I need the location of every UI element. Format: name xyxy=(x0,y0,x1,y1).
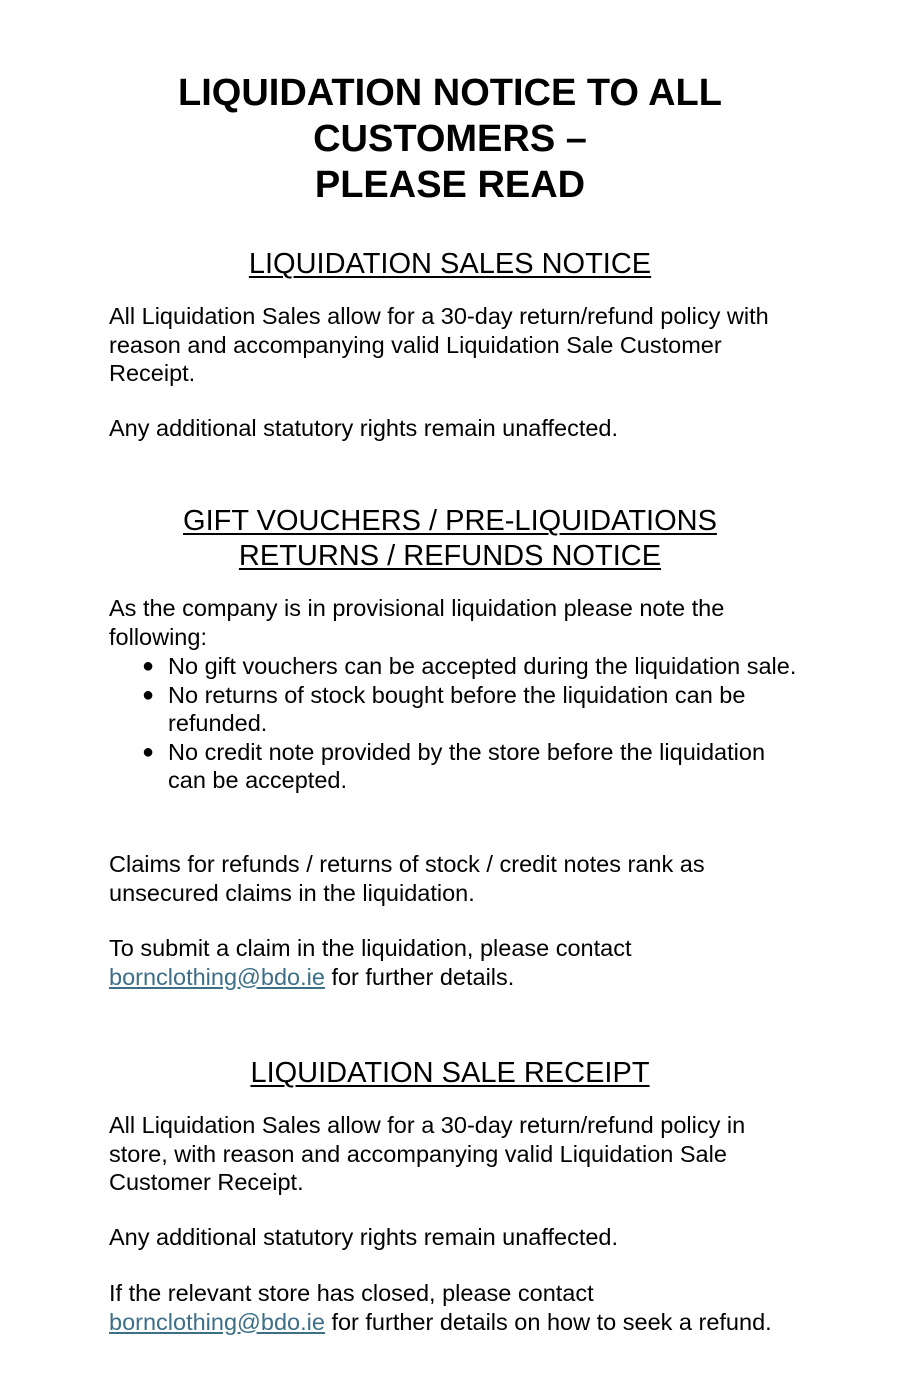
vouchers-notice-heading-line-1: GIFT VOUCHERS / PRE-LIQUIDATIONS xyxy=(183,505,717,537)
vouchers-notice-heading-line-2: RETURNS / REFUNDS NOTICE xyxy=(238,540,662,572)
page-title xyxy=(100,70,800,208)
sale-receipt-contact-prefix: If the relevant store has closed, please contact xyxy=(109,1280,594,1306)
sale-receipt-heading xyxy=(100,1056,800,1091)
page-title-line-3: PLEASE READ xyxy=(314,164,586,206)
bullet-icon: ● xyxy=(142,655,155,677)
vouchers-notice-contact xyxy=(109,934,809,991)
bullet-icon: ● xyxy=(142,683,155,706)
sale-receipt-statutory-text: Any additional statutory rights remain unaffected. xyxy=(109,1224,619,1250)
sales-notice-policy-text: All Liquidation Sales allow for a 30-day return/refund policy with reason and accompanying valid Liquidation Sale Customer Receipt. xyxy=(109,303,769,386)
bullet-text: No returns of stock bought before the liquidation can be refunded. xyxy=(168,681,746,736)
bullet-text: No gift vouchers can be accepted during the liquidation sale. xyxy=(168,653,797,679)
sale-receipt-heading-text: LIQUIDATION SALE RECEIPT xyxy=(250,1057,650,1089)
bullet-text: No credit note provided by the store before the liquidation can be accepted. xyxy=(168,738,766,793)
vouchers-notice-heading xyxy=(100,504,800,574)
page-title-line-1: LIQUIDATION NOTICE TO ALL xyxy=(178,72,722,114)
vouchers-notice-intro-text: As the company is in provisional liquidation please note the following: xyxy=(109,595,725,650)
sales-notice-statutory-text: Any additional statutory rights remain unaffected. xyxy=(109,415,619,441)
sale-receipt-policy-text: All Liquidation Sales allow for a 30-day return/refund policy in store, with reason and accompanying valid Liquidation Sale Customer Receipt. xyxy=(109,1112,746,1195)
bullet-icon: ● xyxy=(142,740,155,763)
list-item xyxy=(109,681,809,738)
vouchers-contact-email-link[interactable]: bornclothing@bdo.ie xyxy=(109,963,325,990)
vouchers-contact-prefix: To submit a claim in the liquidation, please contact xyxy=(109,935,632,961)
list-item xyxy=(109,652,809,681)
sales-notice-heading xyxy=(100,247,800,282)
sale-receipt-contact-suffix: for further details on how to seek a refund. xyxy=(324,1308,772,1335)
vouchers-contact-suffix: for further details. xyxy=(324,963,515,990)
vouchers-notice-claims-text: Claims for refunds / returns of stock / credit notes rank as unsecured claims in the liquidation. xyxy=(109,851,705,906)
vouchers-notice-bullet-list xyxy=(109,652,809,795)
page-title-line-2: CUSTOMERS – xyxy=(313,118,587,160)
list-item xyxy=(109,738,809,795)
sale-receipt-contact xyxy=(109,1279,809,1336)
sales-notice-heading-text: LIQUIDATION SALES NOTICE xyxy=(248,248,652,280)
sale-receipt-contact-email-link[interactable]: bornclothing@bdo.ie xyxy=(109,1308,325,1335)
